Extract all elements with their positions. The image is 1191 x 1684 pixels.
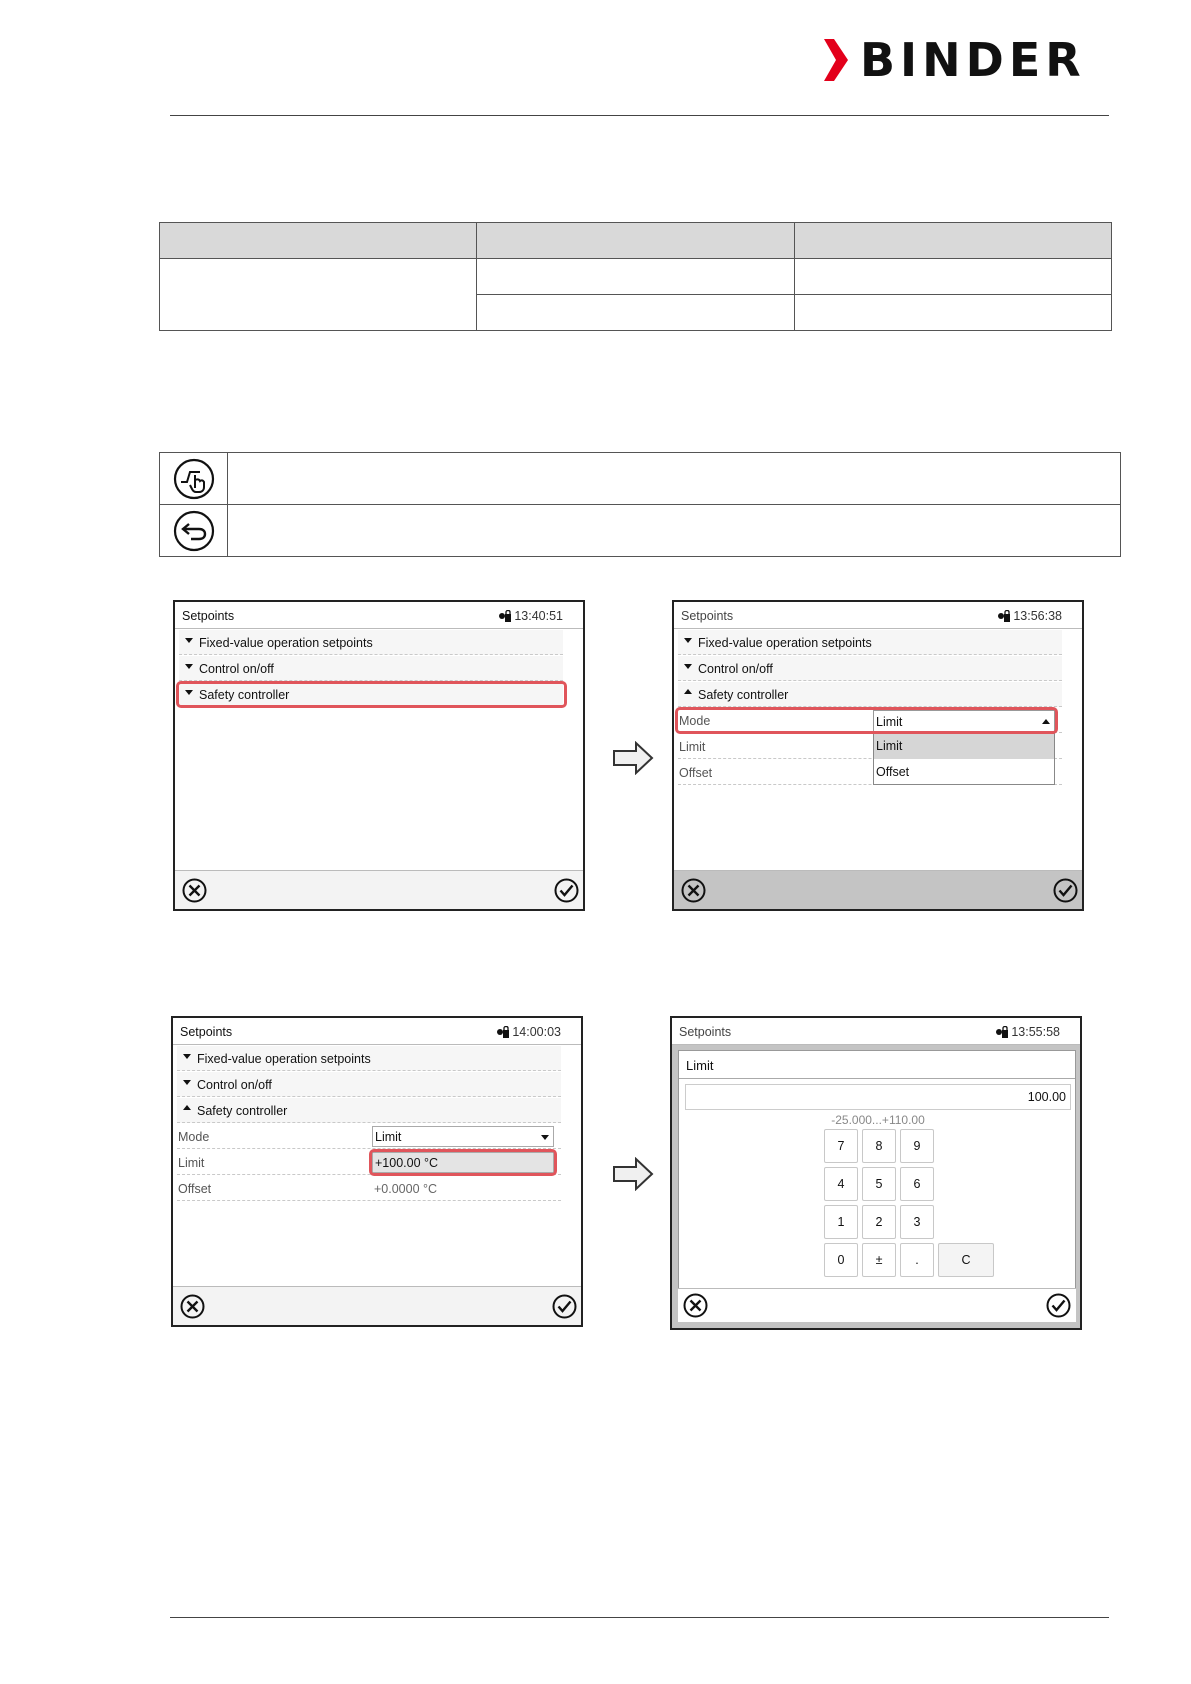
collapse-arrow-icon <box>183 1105 191 1110</box>
menu-row-label: Control on/off <box>199 662 274 676</box>
clock-time: 14:00:03 <box>512 1025 561 1039</box>
menu-row-control[interactable] <box>179 656 563 681</box>
limit-input-value: +100.00 °C <box>375 1156 439 1170</box>
screen-title: Setpoints <box>679 1025 732 1039</box>
param-label: Offset <box>679 766 713 780</box>
key-decimal[interactable]: . <box>900 1243 934 1277</box>
menu-row-label: Fixed-value operation setpoints <box>197 1052 371 1066</box>
mode-dropdown-list <box>873 733 1055 785</box>
screen-header <box>175 602 583 629</box>
highlight-box <box>675 707 1058 734</box>
value-input[interactable] <box>685 1084 1071 1110</box>
menu-row-fixed-value[interactable] <box>678 630 1062 655</box>
key-2[interactable]: 2 <box>862 1205 896 1239</box>
user-lock-icon <box>496 1026 509 1038</box>
table-cell <box>477 295 795 331</box>
key-8[interactable]: 8 <box>862 1129 896 1163</box>
confirm-icon[interactable] <box>1046 1293 1071 1318</box>
mode-select[interactable] <box>372 1126 554 1147</box>
footer-rule <box>170 1617 1109 1618</box>
clock <box>997 609 1062 623</box>
screen-title: Setpoints <box>681 609 734 623</box>
menu-row-fixed-value[interactable] <box>179 630 563 655</box>
screen-footer <box>674 870 1082 909</box>
expand-arrow-icon <box>185 638 193 643</box>
screen-setpoints-1 <box>173 600 585 911</box>
icon-description-cell <box>228 453 1121 505</box>
screen-title: Setpoints <box>180 1025 233 1039</box>
menu-row-label: Fixed-value operation setpoints <box>199 636 373 650</box>
screen-header <box>674 602 1082 629</box>
menu-row-control[interactable] <box>678 656 1062 681</box>
menu-row-safety-controller[interactable] <box>177 1098 561 1123</box>
key-plus-minus[interactable]: ± <box>862 1243 896 1277</box>
menu-row-label: Fixed-value operation setpoints <box>698 636 872 650</box>
table-header-cell <box>795 223 1112 259</box>
confirm-icon[interactable] <box>552 1294 577 1319</box>
binder-logo <box>824 33 1086 87</box>
menu-row-label: Safety controller <box>197 1104 288 1118</box>
clock <box>498 609 563 623</box>
screen-setpoints-3 <box>171 1016 583 1327</box>
table-cell <box>160 259 477 331</box>
dropdown-option-label: Limit <box>876 739 903 753</box>
mode-select-value: Limit <box>876 715 903 729</box>
key-0[interactable]: 0 <box>824 1243 858 1277</box>
menu-row-label: Control on/off <box>698 662 773 676</box>
expand-arrow-icon <box>684 664 692 669</box>
clock-time: 13:40:51 <box>514 609 563 623</box>
expand-arrow-icon <box>183 1080 191 1085</box>
key-5[interactable]: 5 <box>862 1167 896 1201</box>
param-label: Mode <box>178 1130 210 1144</box>
logo-text: BINDER <box>860 33 1086 87</box>
key-9[interactable]: 9 <box>900 1129 934 1163</box>
key-1[interactable]: 1 <box>824 1205 858 1239</box>
screen-setpoints-4 <box>670 1016 1082 1330</box>
key-4[interactable]: 4 <box>824 1167 858 1201</box>
dropdown-option-label: Offset <box>876 765 910 779</box>
menu-row-control[interactable] <box>177 1072 561 1097</box>
menu-row-fixed-value[interactable] <box>177 1046 561 1071</box>
table-cell <box>477 259 795 295</box>
key-7[interactable]: 7 <box>824 1129 858 1163</box>
info-table <box>159 222 1112 331</box>
clock <box>496 1025 561 1039</box>
dropdown-down-icon <box>541 1135 549 1140</box>
key-6[interactable]: 6 <box>900 1167 934 1201</box>
screen-title: Setpoints <box>182 609 235 623</box>
collapse-arrow-icon <box>684 689 692 694</box>
clock-time: 13:55:58 <box>1011 1025 1060 1039</box>
next-step-arrow-icon <box>612 741 654 775</box>
screen-header <box>672 1018 1080 1045</box>
screen-footer <box>173 1286 581 1325</box>
expand-arrow-icon <box>183 1054 191 1059</box>
dropdown-option-offset[interactable] <box>874 760 1054 785</box>
dialog-title: Limit <box>686 1058 714 1073</box>
table-header-cell <box>477 223 795 259</box>
dialog-footer <box>678 1288 1076 1322</box>
table-cell <box>795 295 1112 331</box>
user-lock-icon <box>498 610 511 622</box>
numeric-input-dialog <box>678 1050 1076 1290</box>
confirm-icon[interactable] <box>554 878 579 903</box>
param-label: Limit <box>178 1156 205 1170</box>
param-label: Mode <box>679 714 711 728</box>
param-label: Limit <box>679 740 706 754</box>
value-range: -25.000...+110.00 <box>831 1113 925 1127</box>
param-row-offset[interactable] <box>177 1176 561 1201</box>
mode-select-value: Limit <box>375 1130 402 1144</box>
cancel-icon[interactable] <box>182 878 207 903</box>
clock <box>995 1025 1060 1039</box>
menu-row-label: Safety controller <box>698 688 789 702</box>
key-clear[interactable]: C <box>938 1243 994 1277</box>
user-lock-icon <box>995 1026 1008 1038</box>
menu-row-safety-controller[interactable] <box>678 682 1062 707</box>
icon-cell <box>160 453 228 505</box>
key-3[interactable]: 3 <box>900 1205 934 1239</box>
icon-description-cell <box>228 505 1121 557</box>
cancel-icon[interactable] <box>180 1294 205 1319</box>
table-header-cell <box>160 223 477 259</box>
dialog-header <box>679 1051 1075 1079</box>
header-rule <box>170 115 1109 116</box>
table-cell <box>795 259 1112 295</box>
menu-row-label: Safety controller <box>199 688 290 702</box>
binder-logo-mark-icon <box>824 39 852 81</box>
back-icon <box>173 510 215 552</box>
confirm-icon[interactable] <box>1053 878 1078 903</box>
param-label: Offset <box>178 1182 212 1196</box>
icon-table <box>159 452 1121 557</box>
highlight-box <box>176 681 567 708</box>
clock-time: 13:56:38 <box>1013 609 1062 623</box>
icon-cell <box>160 505 228 557</box>
expand-arrow-icon <box>185 664 193 669</box>
dropdown-option-limit[interactable] <box>874 734 1054 759</box>
menu-row-label: Control on/off <box>197 1078 272 1092</box>
cancel-icon[interactable] <box>683 1293 708 1318</box>
setpoint-touch-icon <box>173 458 215 500</box>
screen-setpoints-2 <box>672 600 1084 911</box>
screen-footer <box>175 870 583 909</box>
highlight-box <box>369 1149 557 1176</box>
cancel-icon[interactable] <box>681 878 706 903</box>
next-step-arrow-icon <box>612 1157 654 1191</box>
param-value: +0.0000 °C <box>374 1182 438 1196</box>
screen-header <box>173 1018 581 1045</box>
value-input-text: 100.00 <box>1027 1090 1066 1104</box>
expand-arrow-icon <box>684 638 692 643</box>
user-lock-icon <box>997 610 1010 622</box>
